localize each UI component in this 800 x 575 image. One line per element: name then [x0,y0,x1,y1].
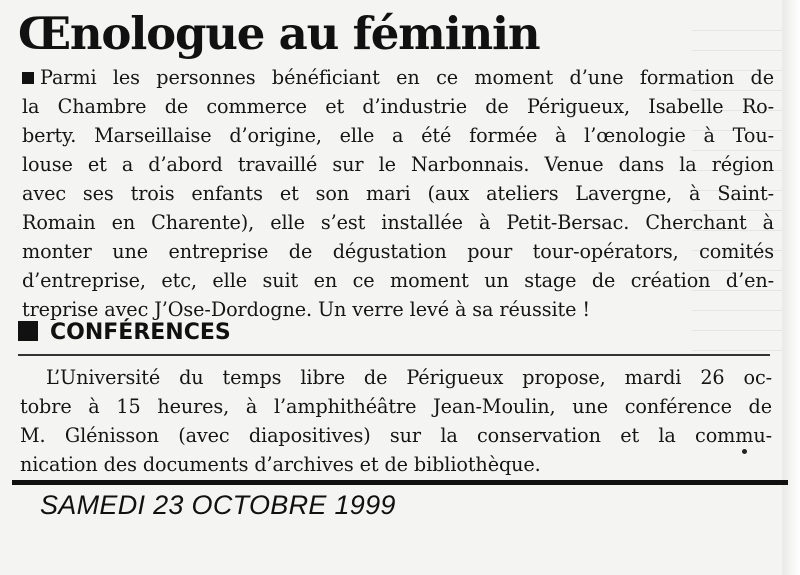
clipping-edge [782,0,800,575]
section-line: M. Glénisson (avec diapositives) sur la conservation et la commu- [20,424,772,447]
section-line: tobre à 15 heures, à l’amphithéâtre Jean-Moulin, une conférence de [20,395,772,418]
article-body [22,63,774,324]
article-line: treprise avec J’Ose-Dordogne. Un verre levé à sa réussite ! [22,298,590,321]
article-line: berty. Marseillaise d’origine, elle a été formée à l’œnologie à Tou- [22,124,774,147]
article-line: d’entreprise, etc, elle suit en ce moment un stage de création d’en- [22,269,774,292]
publication-date: SAMEDI 23 OCTOBRE 1999 [40,490,396,520]
bullet-square-icon [22,72,34,84]
article-line: avec ses trois enfants et son mari (aux ateliers Lavergne, à Saint- [22,182,774,205]
section-square-icon [18,321,38,341]
article-line: louse et a d’abord travaillé sur le Narbonnais. Venue dans la région [22,153,774,176]
section-body [20,363,772,479]
section-heading [18,318,231,348]
article-line: Romain en Charente), elle s’est installée à Petit-Bersac. Cherchant à [22,211,774,234]
article-line [22,63,774,92]
article-line-text: Parmi les personnes bénéficiant en ce moment d’une formation de [40,66,774,89]
section-line: L’Université du temps libre de Périgueux propose, mardi 26 oc- [46,366,772,389]
footer-divider [12,480,788,485]
article-line: la Chambre de commerce et d’industrie de Périgueux, Isabelle Ro- [22,95,774,118]
headline: Œnologue au féminin [18,7,540,60]
section-line: nication des documents d’archives et de bibliothèque. [20,453,541,476]
ink-speck [742,449,747,454]
section-divider [18,354,770,356]
section-heading-text: CONFÉRENCES [50,320,231,345]
article-line: monter une entreprise de dégustation pour tour-opérators, comités [22,240,774,263]
